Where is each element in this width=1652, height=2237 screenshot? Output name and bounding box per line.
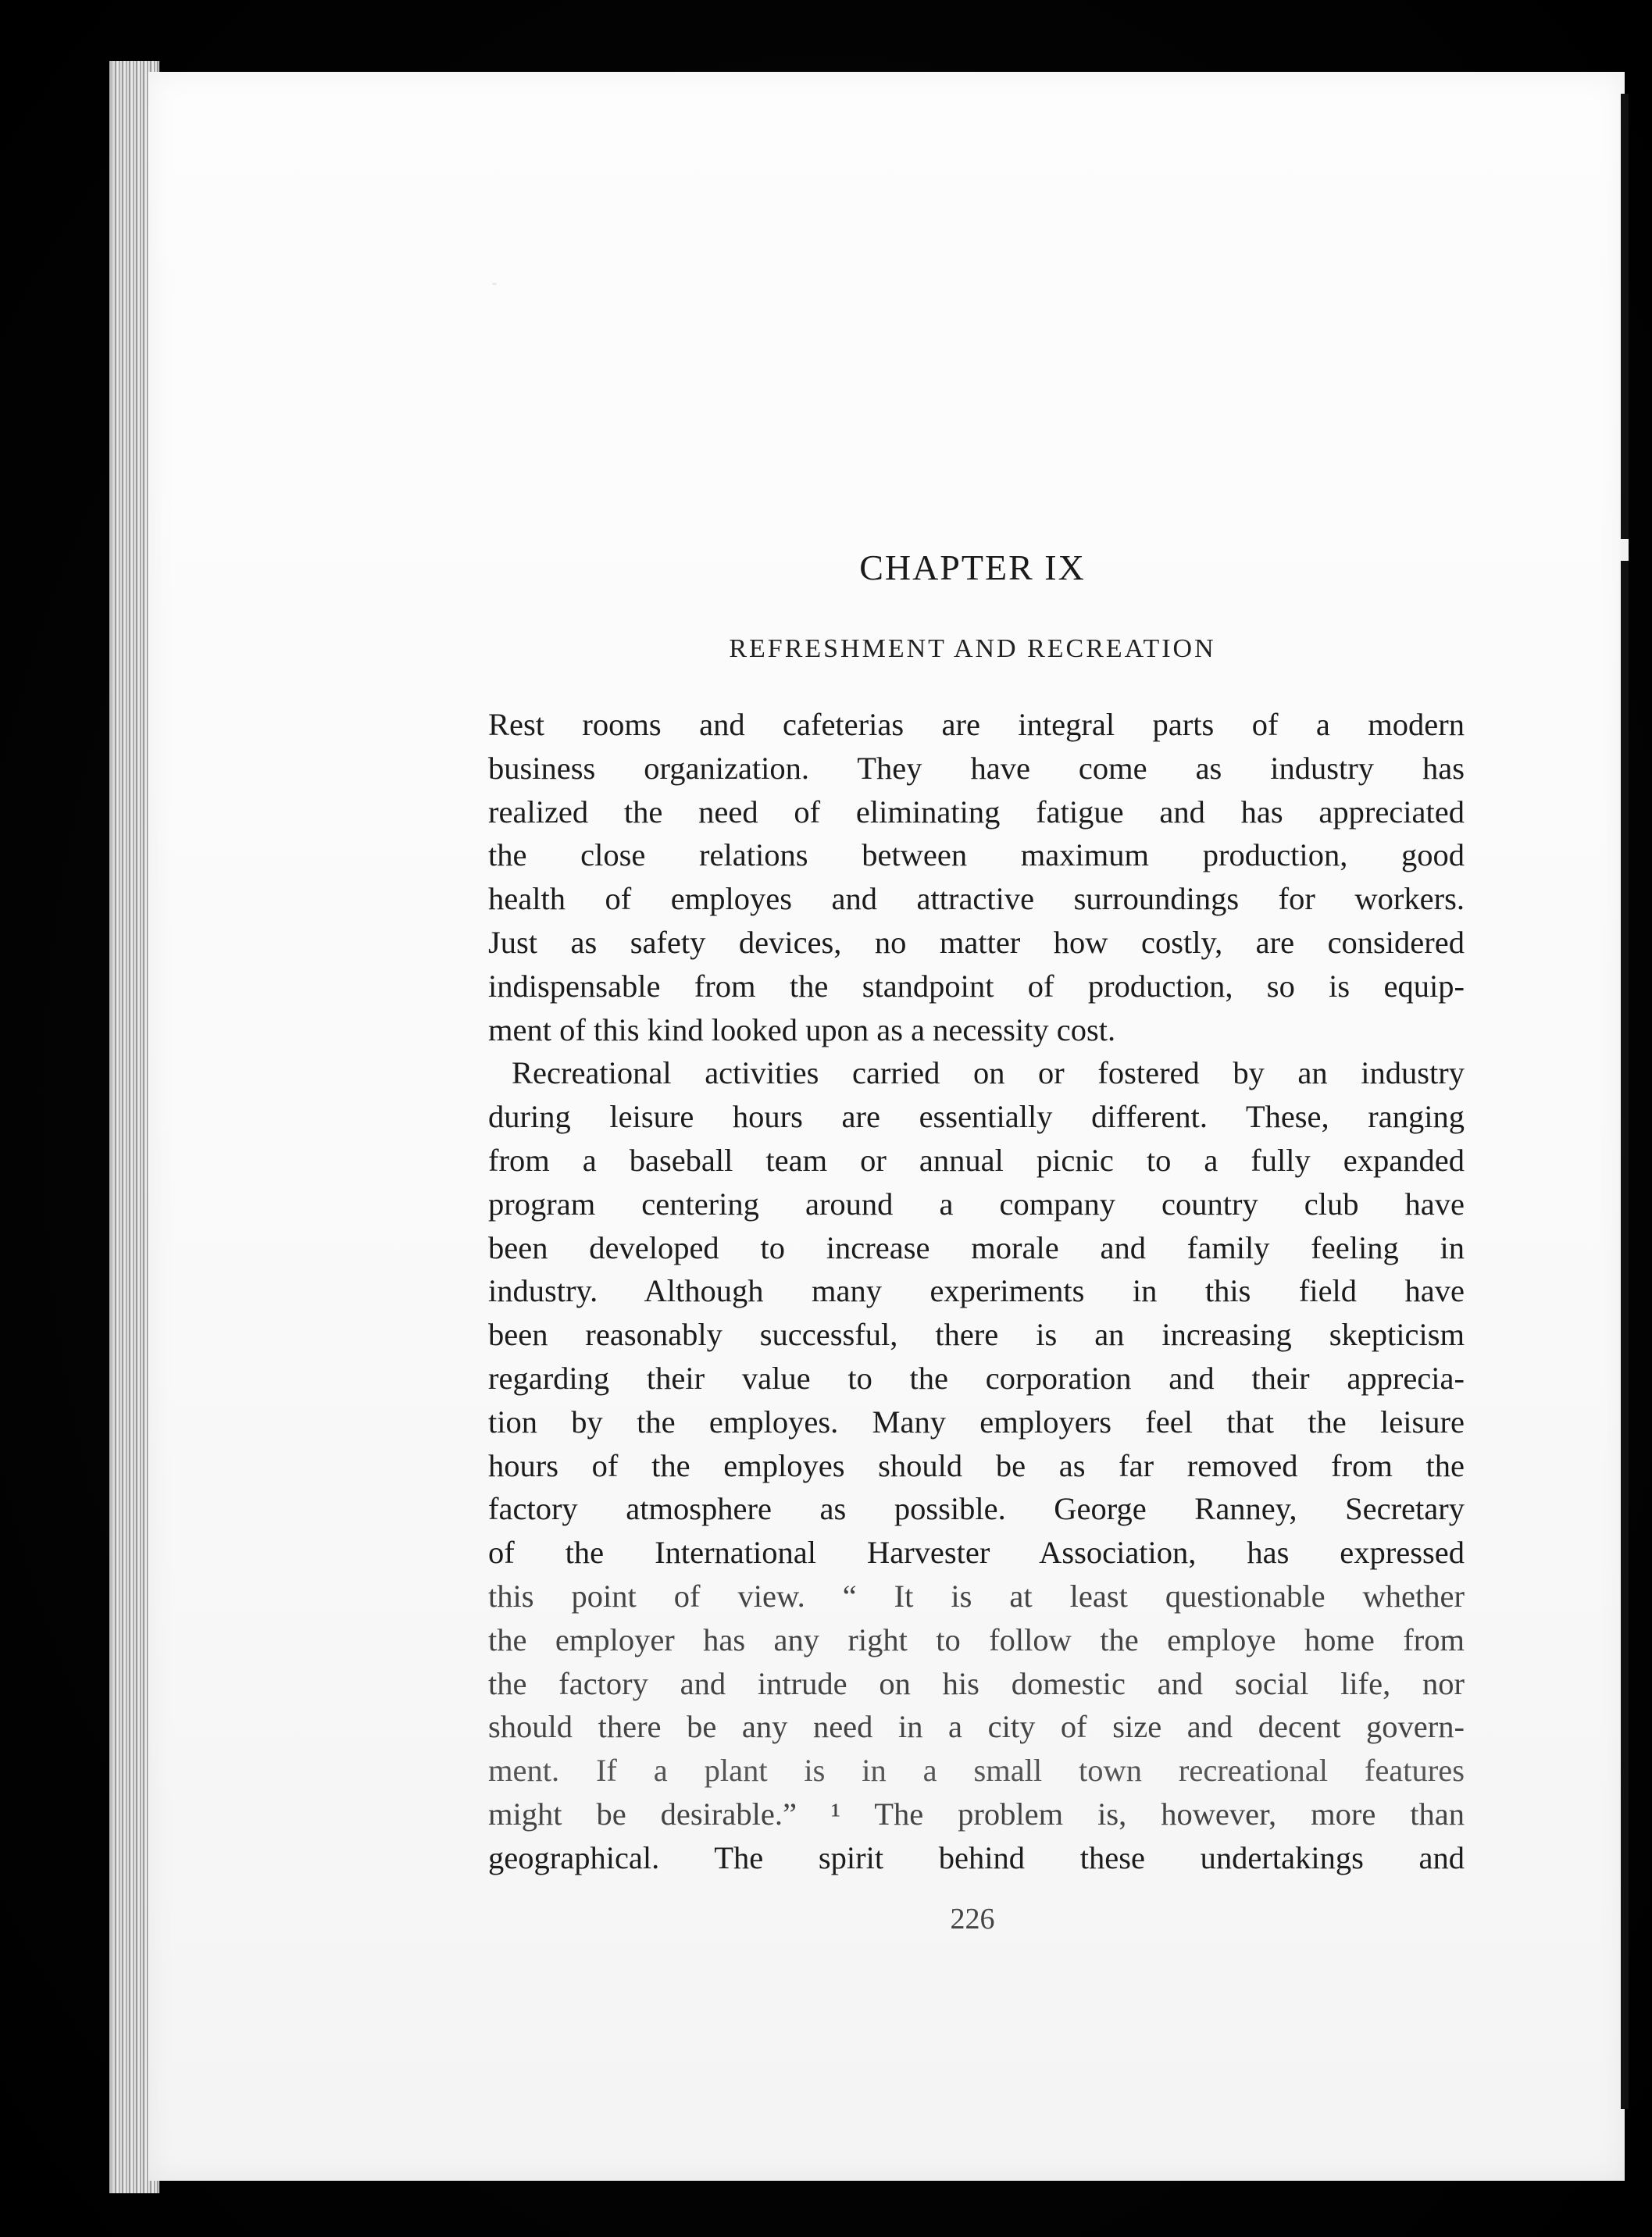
text-line-8: ment of this kind looked upon as a necessity cost. [488, 1011, 1116, 1047]
book-spine-shadow [1621, 94, 1629, 2109]
text-line-5: health of employes and attractive surroundings for workers. [488, 881, 1465, 917]
text-line-25: ment. If a plant is in a small town recreational features [488, 1753, 1465, 1789]
text-line-14: industry. Although many experiments in this field have [488, 1273, 1465, 1309]
text-line-7: indispensable from the standpoint of production, so is equip- [488, 968, 1465, 1004]
spine-gap [1621, 539, 1629, 561]
text-line-1: Rest rooms and cafeterias are integral parts of a modern [488, 707, 1465, 742]
text-line-17: tion by the employes. Many employers feel that the leisure [488, 1404, 1465, 1440]
text-line-12: program centering around a company country club have [488, 1186, 1465, 1222]
text-line-15: been reasonably successful, there is an increasing skepticism [488, 1317, 1465, 1353]
text-line-6: Just as safety devices, no matter how costly, are considered [488, 924, 1465, 960]
chapter-body [488, 703, 1465, 1880]
chapter-title: REFRESHMENT AND RECREATION [729, 634, 1216, 663]
text-line-27: geographical. The spirit behind these undertakings and [488, 1839, 1465, 1875]
text-line-11: from a baseball team or annual picnic to a fully expanded [488, 1142, 1465, 1178]
text-line-10: during leisure hours are essentially different. These, ranging [488, 1099, 1465, 1135]
text-line-21: this point of view. “ It is at least questionable whether [488, 1578, 1465, 1614]
text-line-16: regarding their value to the corporation and their apprecia- [488, 1360, 1465, 1396]
text-line-3: realized the need of eliminating fatigue and has appreciated [488, 794, 1465, 830]
chapter-number: CHAPTER IX [859, 548, 1086, 587]
text-line-26: might be desirable.” ¹ The problem is, however, more than [488, 1796, 1465, 1832]
text-line-13: been developed to increase morale and family feeling in [488, 1229, 1465, 1265]
text-line-2: business organization. They have come as industry has [488, 750, 1465, 786]
text-line-4: the close relations between maximum production, good [488, 837, 1465, 873]
text-line-22: the employer has any right to follow the employe home from [488, 1622, 1465, 1657]
text-line-18: hours of the employes should be as far removed from the [488, 1447, 1465, 1483]
text-line-9: Recreational activities carried on or fostered by an industry [512, 1055, 1465, 1091]
text-line-20: of the International Harvester Association, has expressed [488, 1535, 1465, 1571]
text-line-23: the factory and intrude on his domestic and social life, nor [488, 1665, 1465, 1701]
text-line-19: factory atmosphere as possible. George Ranney, Secretary [488, 1491, 1465, 1527]
paper-speck [492, 283, 497, 285]
text-line-24: should there be any need in a city of size and decent govern- [488, 1709, 1465, 1745]
page-number: 226 [950, 1903, 995, 1936]
